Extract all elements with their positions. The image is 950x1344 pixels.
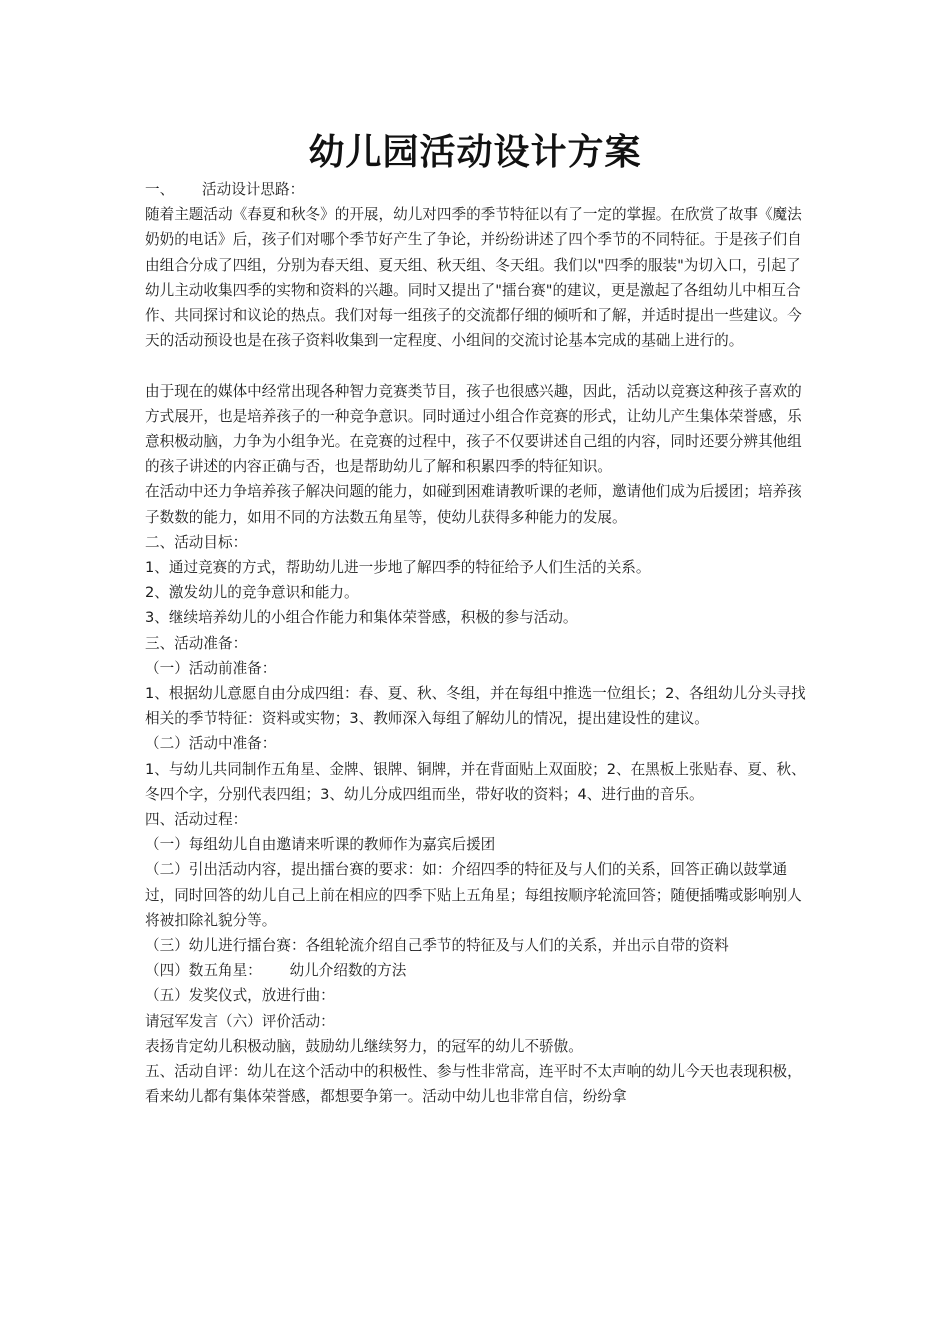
paragraph: 1、根据幼儿意愿自由分成四组：春、夏、秋、冬组，并在每组中推选一位组长；2、各组幼儿分头寻找相关的季节特征：资料或实物；3、教师深入每组了解幼儿的情况，提出建设性的建议。	[145, 685, 806, 728]
blank-line	[145, 353, 810, 378]
document-body	[145, 177, 810, 1110]
document-title: 幼儿园活动设计方案	[308, 132, 642, 173]
paragraph: 四、活动过程：	[145, 811, 248, 829]
paragraph: 2、激发幼儿的竞争意识和能力。	[145, 584, 359, 602]
paragraph: （四）数五角星： 幼儿介绍数的方法	[145, 962, 407, 980]
paragraph: 三、活动准备：	[145, 634, 248, 652]
paragraph: 3、继续培养幼儿的小组合作能力和集体荣誉感，积极的参与活动。	[145, 609, 578, 627]
paragraph: 在活动中还力争培养孩子解决问题的能力，如碰到困难请教听课的老师，邀请他们成为后援团；培养孩子数数的能力，如用不同的方法数五角星等，使幼儿获得多种能力的发展。	[145, 483, 802, 526]
paragraph: （一）每组幼儿自由邀请来听课的教师作为嘉宾后援团	[145, 836, 496, 854]
paragraph: （一）活动前准备：	[145, 659, 277, 677]
paragraph: 表扬肯定幼儿积极动脑，鼓励幼儿继续努力，的冠军的幼儿不骄傲。	[145, 1037, 583, 1055]
paragraph: 1、通过竞赛的方式，帮助幼儿进一步地了解四季的特征给予人们生活的关系。	[145, 559, 651, 577]
paragraph: （三）幼儿进行擂台赛：各组轮流介绍自己季节的特征及与人们的关系，并出示自带的资料	[145, 937, 729, 955]
paragraph: 随着主题活动《春夏和秋冬》的开展，幼儿对四季的季节特征以有了一定的掌握。在欣赏了故事《魔法奶奶的电话》后，孩子们对哪个季节好产生了争论，并纷纷讲述了四个季节的不同特征。于是孩子们自由组合分成了四组，分别为春天组、夏天组、秋天组、冬天组。我们以"四季的服装"为切入口，引起了幼儿主动收集四季的实物和资料的兴趣。同时又提出了"擂台赛"的建议，更是激起了各组幼儿中相互合作、共同探讨和议论的热点。我们对每一组孩子的交流都仔细的倾听和了解，并适时提出一些建议。今天的活动预设也是在孩子资料收集到一定程度、小组间的交流讨论基本完成的基础上进行的。	[145, 206, 802, 350]
paragraph: 五、活动自评：幼儿在这个活动中的积极性、参与性非常高，连平时不太声响的幼儿今天也表现积极，看来幼儿都有集体荣誉感，都想要争第一。活动中幼儿也非常自信，纷纷拿	[145, 1063, 802, 1106]
paragraph: （五）发奖仪式，放进行曲：	[145, 987, 335, 1005]
paragraph: 1、与幼儿共同制作五角星、金牌、银牌、铜牌，并在背面贴上双面胶；2、在黑板上张贴春、夏、秋、冬四个字，分别代表四组；3、幼儿分成四组而坐，带好收的资料；4、进行曲的音乐。	[145, 760, 806, 803]
paragraph: 二、活动目标：	[145, 533, 248, 551]
paragraph: （二）活动中准备：	[145, 735, 277, 753]
paragraph: （二）引出活动内容，提出擂台赛的要求：如：介绍四季的特征及与人们的关系，回答正确以鼓掌通过，同时回答的幼儿自己上前在相应的四季下贴上五角星；每组按顺序轮流回答；随便插嘴或影响别人将被扣除礼貌分等。	[145, 861, 802, 929]
paragraph: 请冠军发言（六）评价活动：	[145, 1012, 335, 1030]
paragraph: 一、 活动设计思路：	[145, 181, 305, 198]
paragraph: 由于现在的媒体中经常出现各种智力竞赛类节目，孩子也很感兴趣，因此，活动以竞赛这种孩子喜欢的方式展开，也是培养孩子的一种竞争意识。同时通过小组合作竞赛的形式，让幼儿产生集体荣誉感，乐意积极动脑，力争为小组争光。在竞赛的过程中，孩子不仅要讲述自己组的内容，同时还要分辨其他组的孩子讲述的内容正确与否，也是帮助幼儿了解和积累四季的特征知识。	[145, 382, 802, 476]
